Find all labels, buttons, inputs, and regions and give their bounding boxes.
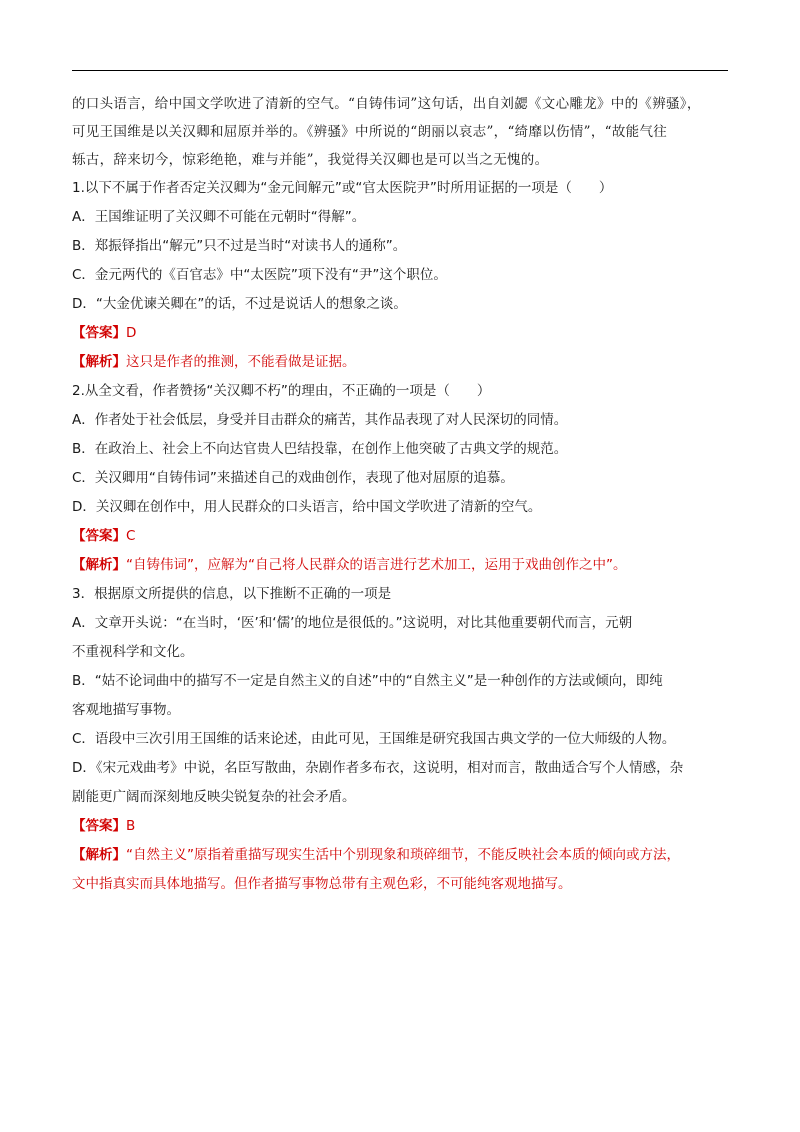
header-rule bbox=[72, 70, 728, 71]
question-2 bbox=[72, 377, 728, 580]
option-a: A．王国维证明了关汉卿不可能在元朝时“得解”。 bbox=[72, 209, 366, 225]
answer-line bbox=[72, 812, 728, 841]
answer-line bbox=[72, 319, 728, 348]
passage-line: 的口头语言，给中国文学吹进了清新的空气。“自铸伟词”这句话，出自刘勰《文心雕龙》中的《辨骚》， bbox=[72, 96, 701, 112]
analysis-text: 文中指真实而具体地描写。但作者描写事物总带有主观色彩，不可能纯客观地描写。 bbox=[72, 876, 572, 892]
analysis-text: 这只是作者的推测，不能看做是证据。 bbox=[126, 354, 356, 370]
option-c: C．语段中三次引用王国维的话来论述，由此可见，王国维是研究我国古典文学的一位大师级的人物。 bbox=[72, 731, 676, 747]
option-b: B．郑振铎指出“解元”只不过是当时“对读书人的通称”。 bbox=[72, 238, 407, 254]
answer-label: 【答案】 bbox=[72, 325, 126, 341]
document-body bbox=[72, 90, 728, 899]
analysis-line bbox=[72, 551, 728, 580]
option-b: B．“姑不论词曲中的描写不一定是自然主义的自述”中的“自然主义”是一种创作的方法或倾向，即纯 bbox=[72, 673, 663, 689]
answer-value: D bbox=[126, 325, 137, 341]
passage-line: 可见王国维是以关汉卿和屈原并举的。《辨骚》中所说的“朗丽以哀志”，“绮靡以伤情”，“故能气往 bbox=[72, 124, 668, 140]
passage bbox=[72, 90, 728, 174]
analysis-line-cont bbox=[72, 870, 728, 899]
analysis-line bbox=[72, 348, 728, 377]
option-b-cont: 客观地描写事物。 bbox=[72, 702, 180, 718]
answer-value: C bbox=[126, 528, 136, 544]
question-stem: 1.以下不属于作者否定关汉卿为“金元间解元”或“官太医院尹”时所用证据的一项是（ ） bbox=[72, 180, 613, 196]
option-a: A．作者处于社会低层，身受并目击群众的痛苦，其作品表现了对人民深切的同情。 bbox=[72, 412, 568, 428]
question-stem: 2.从全文看，作者赞扬“关汉卿不朽”的理由，不正确的一项是（ ） bbox=[72, 383, 491, 399]
option-d: D．关汉卿在创作中，用人民群众的口头语言，给中国文学吹进了清新的空气。 bbox=[72, 499, 542, 515]
option-d: D．《宋元戏曲考》中说，名臣写散曲，杂剧作者多布衣，这说明，相对而言，散曲适合写个人情感，杂 bbox=[72, 760, 684, 776]
analysis-label: 【解析】 bbox=[72, 354, 126, 370]
analysis-text: “自铸伟词”，应解为“自己将人民群众的语言进行艺术加工，运用于戏曲创作之中”。 bbox=[126, 557, 627, 573]
option-d-cont: 剧能更广阔而深刻地反映尖锐复杂的社会矛盾。 bbox=[72, 789, 356, 805]
answer-label: 【答案】 bbox=[72, 818, 126, 834]
option-a-cont: 不重视科学和文化。 bbox=[72, 644, 194, 660]
analysis-label: 【解析】 bbox=[72, 847, 126, 863]
question-stem: 3．根据原文所提供的信息，以下推断不正确的一项是 bbox=[72, 586, 392, 602]
option-c: C．关汉卿用“自铸伟词”来描述自己的戏曲创作，表现了他对屈原的追慕。 bbox=[72, 470, 514, 486]
answer-label: 【答案】 bbox=[72, 528, 126, 544]
answer-line bbox=[72, 522, 728, 551]
analysis-line bbox=[72, 841, 728, 870]
option-b: B．在政治上、社会上不向达官贵人巴结投靠，在创作上他突破了古典文学的规范。 bbox=[72, 441, 568, 457]
answer-value: B bbox=[126, 818, 136, 834]
analysis-text: “自然主义”原指着重描写现实生活中个别现象和琐碎细节，不能反映社会本质的倾向或方法， bbox=[126, 847, 680, 863]
question-1 bbox=[72, 174, 728, 377]
option-a: A．文章开头说：“在当时，‘医’和‘儒’的地位是很低的。”这说明，对比其他重要朝代而言，元朝 bbox=[72, 615, 633, 631]
option-d: D．“大金优谏关卿在”的话，不过是说话人的想象之谈。 bbox=[72, 296, 407, 312]
option-c: C．金元两代的《百官志》中“太医院”项下没有“尹”这个职位。 bbox=[72, 267, 447, 283]
question-3 bbox=[72, 580, 728, 899]
analysis-label: 【解析】 bbox=[72, 557, 126, 573]
passage-line: 轹古，辞来切今，惊彩绝艳，难与并能”，我觉得关汉卿也是可以当之无愧的。 bbox=[72, 152, 549, 168]
